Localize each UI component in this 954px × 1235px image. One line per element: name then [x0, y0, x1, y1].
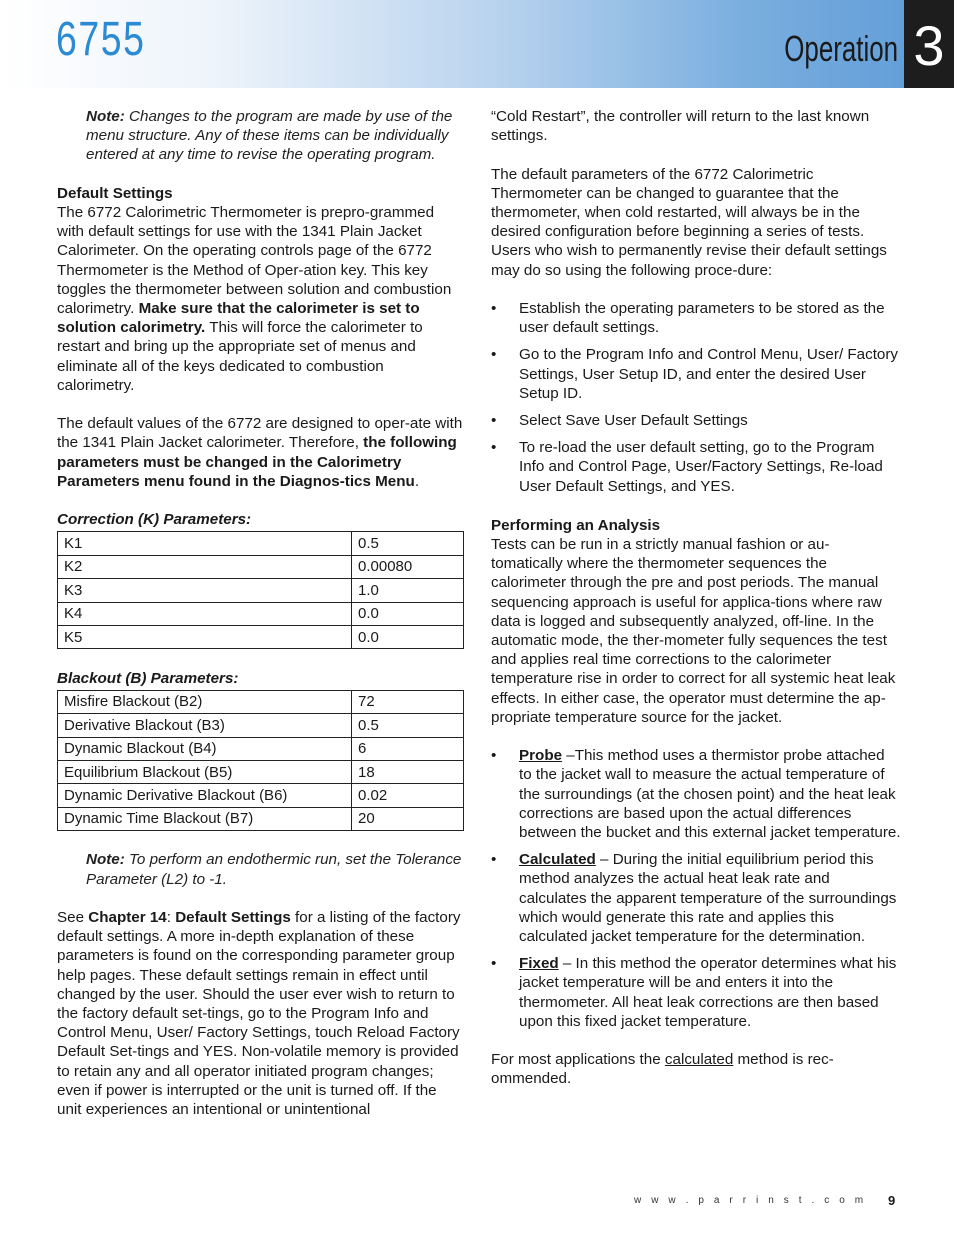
correction-table-label: Correction (K) Parameters: — [57, 511, 252, 529]
note-text: To perform an endothermic run, set the Tolerance Parameter (L2) to -1. — [86, 851, 462, 888]
procedure-list — [491, 299, 901, 496]
recommendation-paragraph — [491, 1050, 901, 1088]
bullet-icon: • — [491, 851, 497, 869]
table-row — [58, 532, 464, 555]
note-label: Note: — [86, 108, 125, 125]
chapter-number: 3 — [904, 0, 954, 88]
table-row — [58, 737, 464, 760]
param-name: Misfire Blackout (B2) — [58, 690, 352, 713]
correction-parameters-table — [57, 531, 464, 649]
emphasis-text: the following parameters must be changed in the Calorimetry Parameters menu found in the Diagnos-tics Menu — [57, 434, 457, 490]
param-value: 18 — [352, 760, 464, 783]
param-name: Dynamic Blackout (B4) — [58, 737, 352, 760]
param-value: 1.0 — [352, 579, 464, 602]
text-span: This will force the calorimeter to restart and bring up the appropriate set of menus and eliminate all of the keys dedicated to combustion calorimetry. — [57, 319, 423, 394]
list-item-text: Select Save User Default Settings — [519, 412, 748, 430]
list-item — [491, 411, 901, 430]
list-item — [491, 746, 901, 842]
bullet-icon: • — [491, 955, 497, 973]
bullet-icon: • — [491, 747, 497, 765]
table-row — [58, 714, 464, 737]
text-span: The 6772 Calorimetric Thermometer is prepro-grammed with default settings for use with the 1341 Plain Jacket Calorimeter. On the operating controls page of the 6772 Thermometer is the Method of Oper-ation key. This key toggles the thermometer between solution and combustion calorimetry. — [57, 204, 452, 318]
right-column — [491, 107, 901, 1089]
param-name: K4 — [58, 602, 352, 625]
default-parameters-paragraph: The default parameters of the 6772 Calorimetric Thermometer can be changed to guarantee that the thermometer, when cold restarted, will always be in the desired configuration before beginning a series of tests. Users who wish to permanently revise their default settings may do so using the following proce-dure: — [491, 165, 887, 279]
table-row — [58, 579, 464, 602]
note-text: Changes to the program are made by use of the menu structure. Any of these items can be individually entered at any time to revise the operating program. — [86, 108, 453, 164]
bullet-icon: • — [491, 412, 497, 430]
table-row — [58, 784, 464, 807]
list-item — [491, 954, 901, 1031]
list-item-text: – During the initial equilibrium period this method analyzes the actual heat leak rate and calculates the apparent temperature of the surroundings which would generate this rate and applies this calculated jacket temperature for the determination. — [519, 851, 897, 946]
param-name: K3 — [58, 579, 352, 602]
table-row — [58, 625, 464, 648]
emphasis-text: Chapter 14 — [88, 908, 167, 926]
footer-url: w w w . p a r r i n s t . c o m — [634, 1195, 867, 1206]
list-item-text: Establish the operating parameters to be stored as the user default settings. — [519, 300, 885, 337]
param-value: 0.00080 — [352, 555, 464, 578]
blackout-parameters-table — [57, 690, 464, 831]
param-value: 0.0 — [352, 602, 464, 625]
note-label: Note: — [86, 851, 125, 869]
list-item — [491, 438, 901, 496]
method-term: Probe — [519, 747, 563, 765]
param-value: 0.5 — [352, 714, 464, 737]
param-name: Equilibrium Blackout (B5) — [58, 760, 352, 783]
analysis-paragraph: Tests can be run in a strictly manual fashion or au-tomatically where the thermometer sequences the calorimeter through the pre and post periods. The manual sequencing approach is useful for applica-tions where raw data is logged and subsequently analyzed, off-line. In the automatic mode, the ther-mometer fully sequences the test and applies real time corrections to the calorimeter temperature rise in order to correct for all systemic heat leak effects. In either case, the operator must determine the ap-propriate temperature source for the jacket. — [491, 536, 896, 726]
list-item-text: –This method uses a thermistor probe attached to the jacket wall to measure the actual temperature of the surroundings (at the chosen point) and the heat leak corrections are based upon the actual differences between the bucket and this external jacket temperature. — [519, 747, 901, 842]
factory-defaults-paragraph — [57, 908, 465, 1119]
text-span: method is rec-ommended. — [491, 1051, 834, 1088]
param-value: 0.0 — [352, 625, 464, 648]
list-item-text: To re-load the user default setting, go to the Program Info and Control Page, User/Factory Settings, Re-load User Default Settings, and YES. — [519, 439, 883, 495]
model-number: 6755 — [56, 13, 146, 66]
method-term: Calculated — [519, 851, 596, 869]
table-row — [58, 690, 464, 713]
param-name: K5 — [58, 625, 352, 648]
bullet-icon: • — [491, 346, 497, 364]
analysis-heading: Performing an Analysis — [491, 516, 661, 534]
page-number: 9 — [888, 1193, 896, 1208]
page-header — [0, 0, 954, 88]
param-value: 6 — [352, 737, 464, 760]
param-name: Derivative Blackout (B3) — [58, 714, 352, 737]
param-value: 0.02 — [352, 784, 464, 807]
param-value: 0.5 — [352, 532, 464, 555]
cold-restart-paragraph: “Cold Restart”, the controller will return to the last known settings. — [491, 108, 870, 145]
method-term: Fixed — [519, 955, 559, 973]
list-item — [491, 299, 901, 337]
param-name: Dynamic Derivative Blackout (B6) — [58, 784, 352, 807]
table-row — [58, 602, 464, 625]
text-span: . — [414, 472, 420, 490]
blackout-table-label: Blackout (B) Parameters: — [57, 669, 239, 687]
table-row — [58, 807, 464, 830]
param-value: 20 — [352, 807, 464, 830]
text-span: See — [57, 908, 89, 926]
default-settings-heading: Default Settings — [57, 184, 173, 202]
text-span: for a listing of the factory default settings. A more in-depth explanation of these parameters is found on the corresponding parameter group help pages. These default settings remain in effect until changed by the user. Should the user ever wish to return to the factory default set-tings, go to the Program Info and Control Menu, User/ Factory Settings, touch Reload Factory Default Set-tings and YES. Non-volatile memory is provided to retain any and all operator initiated program changes; even if power is interrupted or the unit is turned off. If the unit experiences an intentional or unintentional — [57, 908, 461, 1118]
param-name: K2 — [58, 555, 352, 578]
emphasis-text: Make sure that the calorimeter is set to solution calorimetry. — [57, 300, 420, 337]
list-item — [491, 345, 901, 403]
bullet-icon: • — [491, 439, 497, 457]
calculated-term: calculated — [664, 1051, 734, 1069]
default-settings-paragraph — [57, 203, 465, 395]
list-item-text: – In this method the operator determines what his jacket temperature will be and enters it into the thermometer. All heat leak corrections are then based upon this fixed jacket temperature. — [519, 955, 897, 1030]
note-endothermic — [86, 850, 465, 888]
emphasis-text: Default Settings — [175, 908, 291, 926]
left-column — [57, 107, 465, 1119]
note-changes — [86, 107, 465, 165]
table-row — [58, 555, 464, 578]
param-value: 72 — [352, 690, 464, 713]
default-values-paragraph — [57, 414, 465, 491]
jacket-methods-list — [491, 746, 901, 1031]
text-span: : — [166, 908, 176, 926]
text-span: The default values of the 6772 are designed to oper-ate with the 1341 Plain Jacket calorimeter. Therefore, — [57, 415, 463, 452]
list-item — [491, 850, 901, 946]
table-row — [58, 760, 464, 783]
param-name: Dynamic Time Blackout (B7) — [58, 807, 352, 830]
bullet-icon: • — [491, 300, 497, 317]
text-span: For most applications the — [491, 1051, 665, 1069]
section-title: Operation — [784, 28, 898, 69]
param-name: K1 — [58, 532, 352, 555]
list-item-text: Go to the Program Info and Control Menu, User/ Factory Settings, User Setup ID, and enter the desired User Setup ID. — [519, 346, 899, 402]
